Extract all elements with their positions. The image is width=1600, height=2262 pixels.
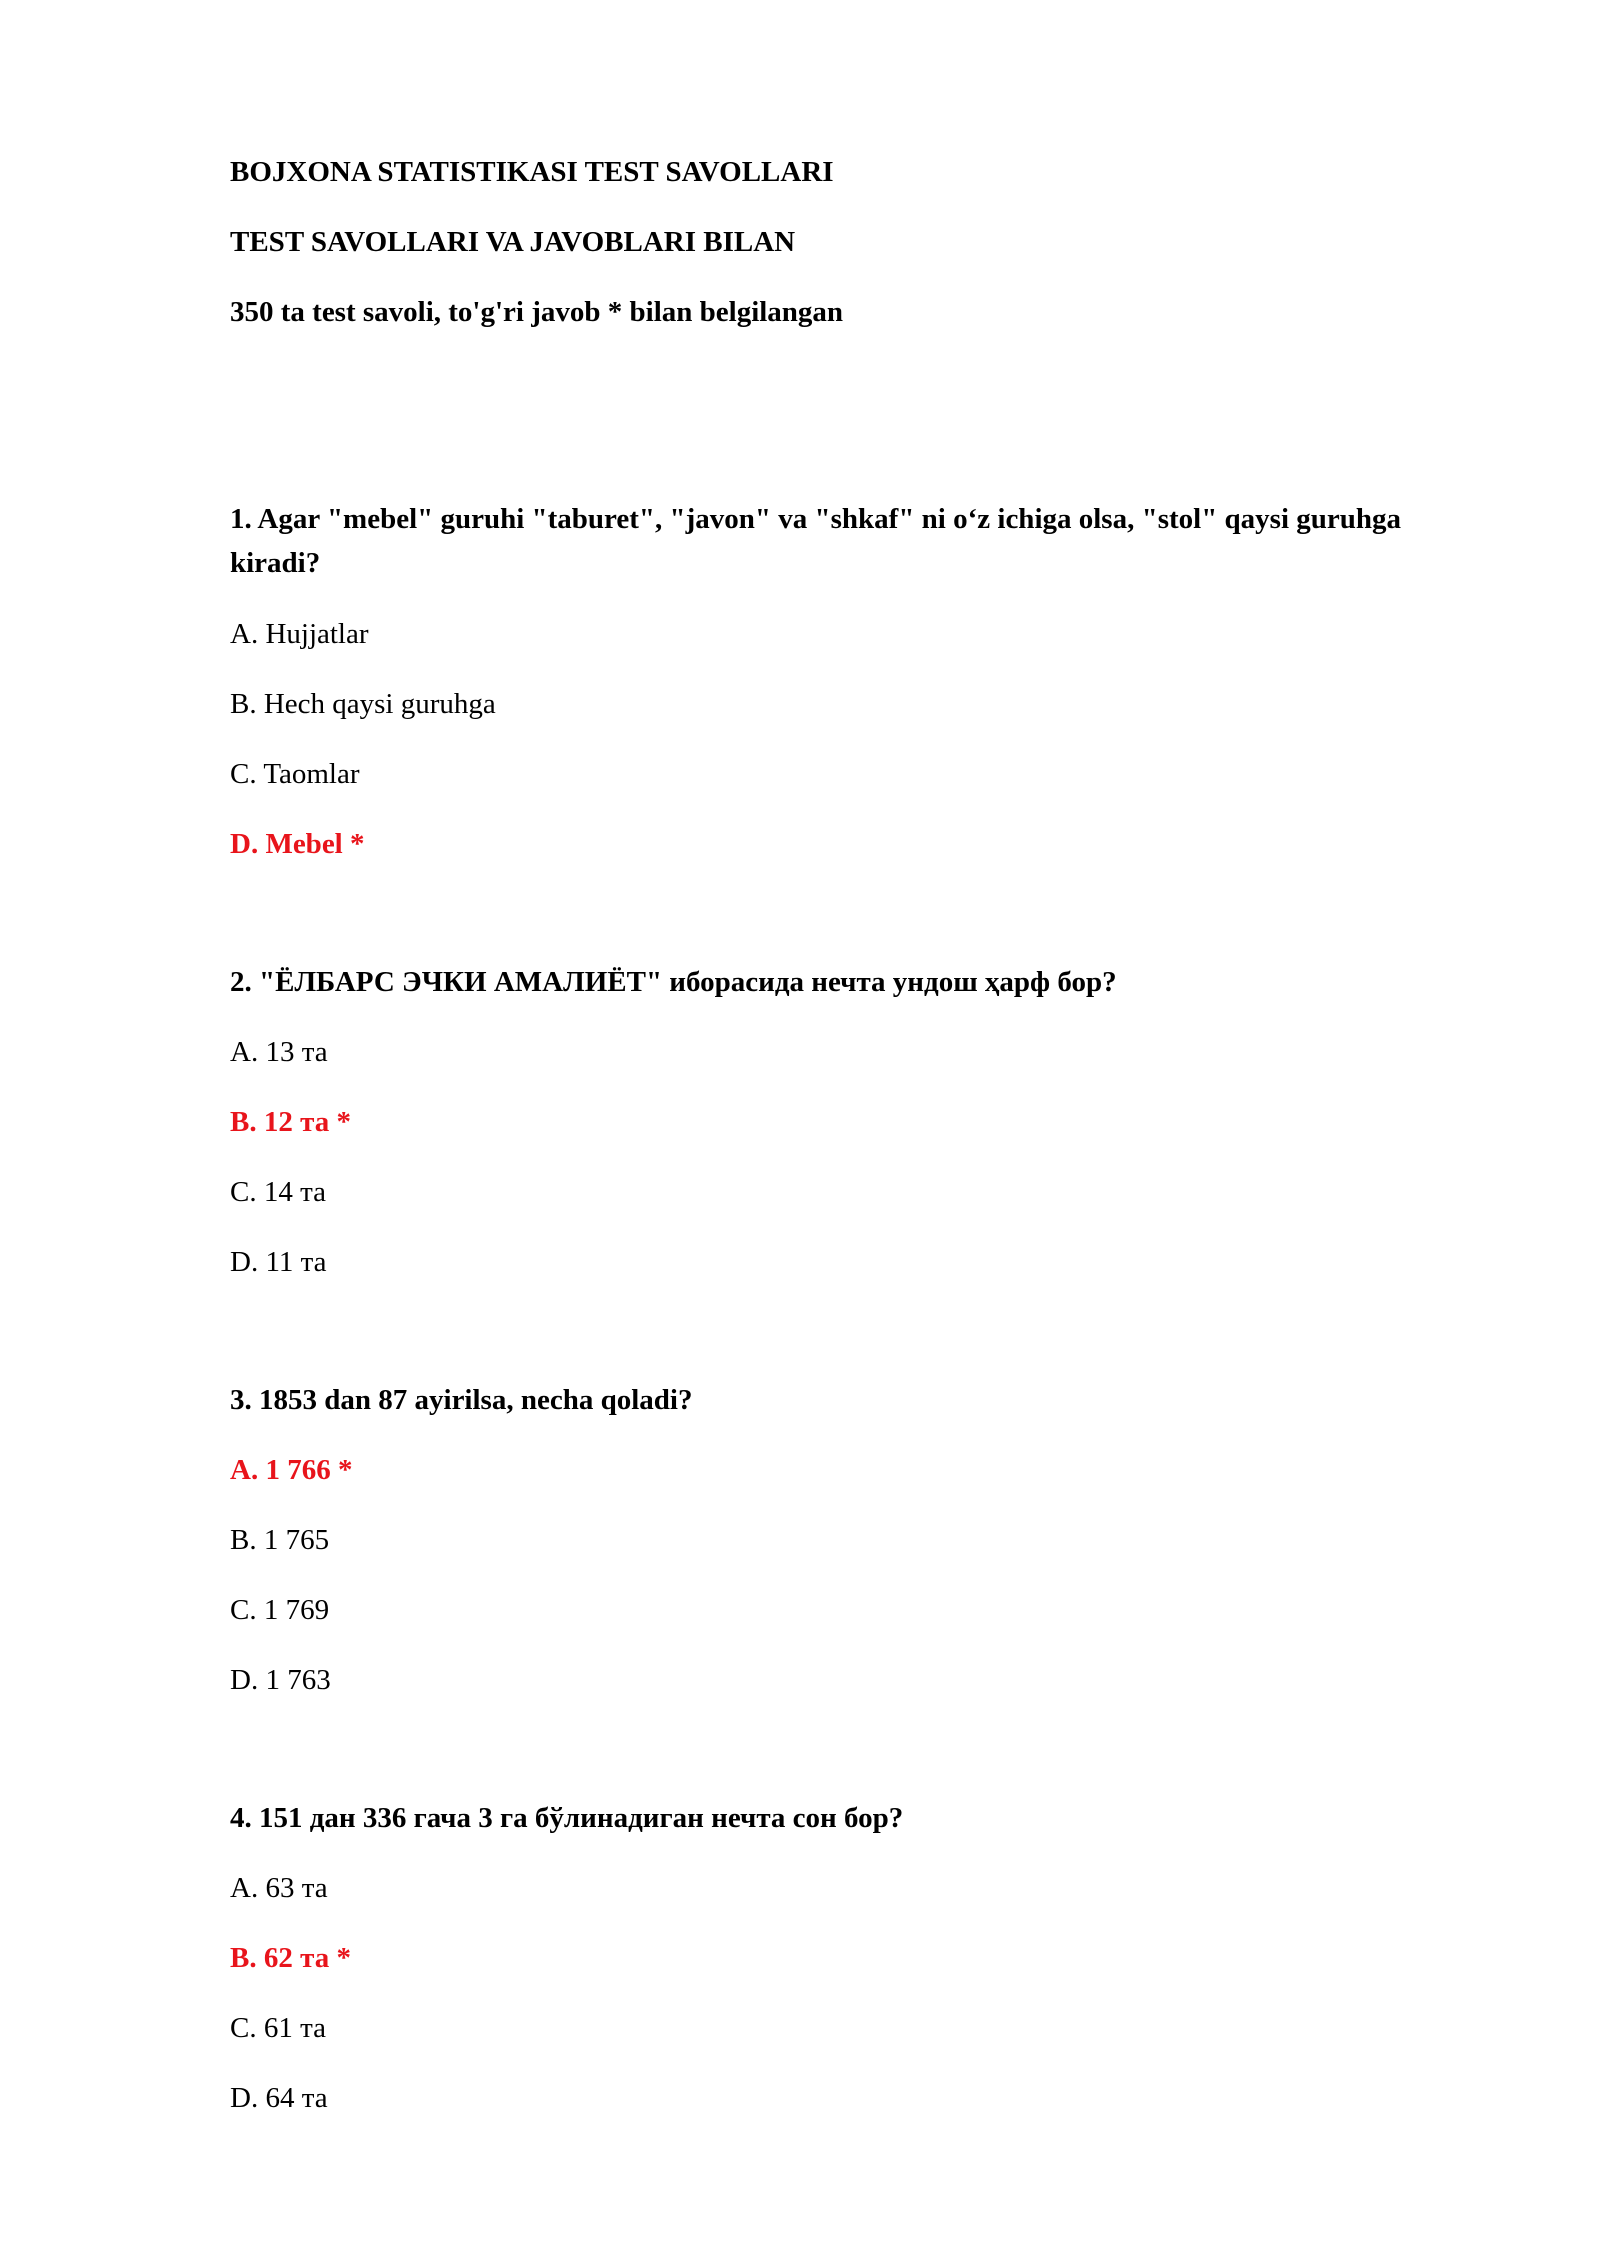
question-1-option-b: B. Hech qaysi guruhga <box>230 688 496 720</box>
question-4-option-c: C. 61 та <box>230 2012 326 2044</box>
document-subtitle: TEST SAVOLLARI VA JAVOBLARI BILAN <box>230 226 796 258</box>
question-4-option-d: D. 64 та <box>230 2082 328 2114</box>
question-1-text: 1. Agar "mebel" guruhi "taburet", "javon" va "shkaf" ni o‘z ichiga olsa, "stol" qaysi guruhga kiradi? <box>230 503 1402 579</box>
question-3-option-c: C. 1 769 <box>230 1594 330 1626</box>
question-3-option-a-correct: A. 1 766 * <box>230 1454 353 1486</box>
question-1-option-d-correct: D. Mebel * <box>230 828 365 860</box>
question-3-option-b: B. 1 765 <box>230 1524 330 1556</box>
question-2-option-d: D. 11 та <box>230 1246 327 1278</box>
question-1-option-c: C. Taomlar <box>230 758 360 790</box>
question-2-option-b-correct: B. 12 та * <box>230 1106 351 1138</box>
question-1-option-a: A. Hujjatlar <box>230 618 369 650</box>
question-3-option-d: D. 1 763 <box>230 1664 331 1696</box>
question-2-option-a: A. 13 та <box>230 1036 328 1068</box>
question-4-option-a: A. 63 та <box>230 1872 328 1904</box>
document-title: BOJXONA STATISTIKASI TEST SAVOLLARI <box>230 156 834 188</box>
question-4-option-b-correct: B. 62 та * <box>230 1942 351 1974</box>
question-3-text: 3. 1853 dan 87 ayirilsa, necha qoladi? <box>230 1384 693 1416</box>
question-4-text: 4. 151 дан 336 гача 3 га бўлинадиган нечта сон бор? <box>230 1802 904 1834</box>
document-note: 350 ta test savoli, to'g'ri javob * bilan belgilangan <box>230 296 844 328</box>
question-2-option-c: C. 14 та <box>230 1176 326 1208</box>
question-2-text: 2. "ЁЛБАРС ЭЧКИ АМАЛИЁТ" иборасида нечта ундош ҳарф бор? <box>230 966 1117 998</box>
